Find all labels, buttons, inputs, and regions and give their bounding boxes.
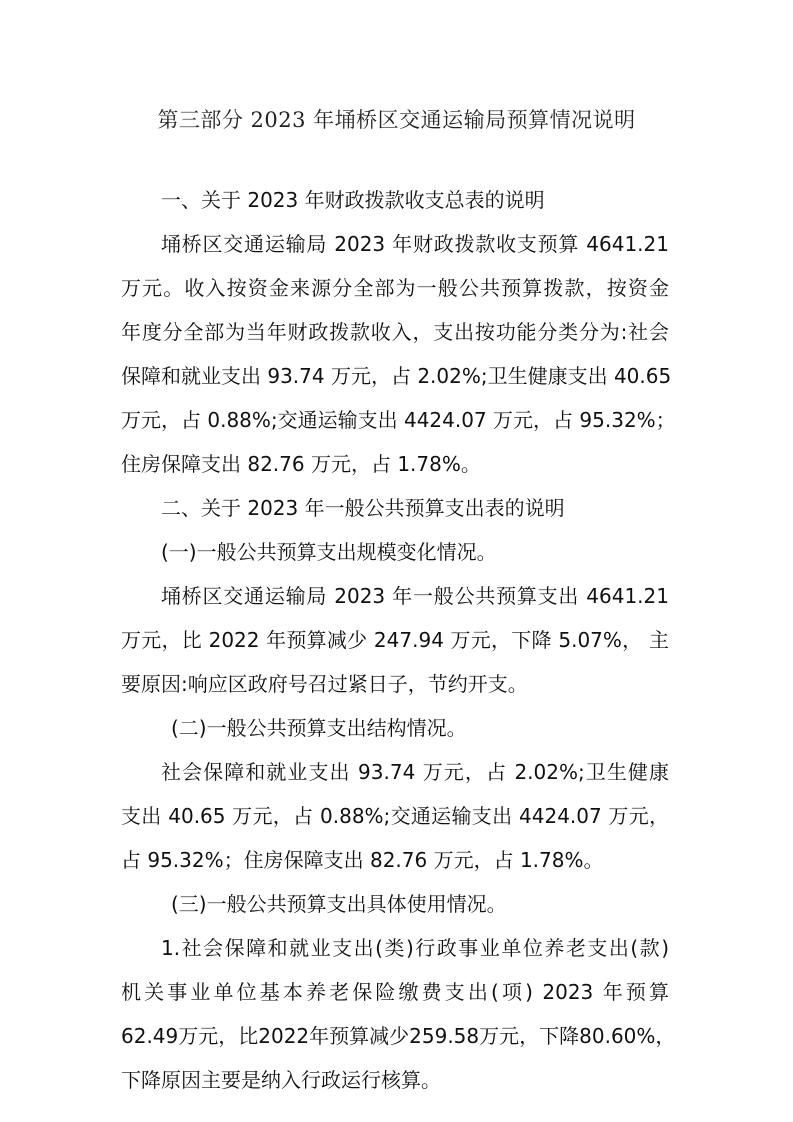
section1-line-6: 住房保障支出 82.76 万元，占 1.78%。 [121,452,481,476]
sub2-line-1: 社会保障和就业支出 93.74 万元，占 2.02%;卫生健康 [161,760,669,784]
sub2-heading: (二)一般公共预算支出结构情况。 [171,716,467,740]
document-title: 第三部分 2023 年埇桥区交通运输局预算情况说明 [157,108,636,132]
section1-heading: 一、关于 2023 年财政拨款收支总表的说明 [161,188,545,212]
sub2-line-2: 支出 40.65 万元，占 0.88%;交通运输支出 4424.07 万元， [121,804,669,828]
section2-heading: 二、关于 2023 年一般公共预算支出表的说明 [161,496,565,520]
sub3-heading: (三)一般公共预算支出具体使用情况。 [171,892,507,916]
sub2-line-3: 占 95.32%；住房保障支出 82.76 万元，占 1.78%。 [121,848,604,872]
sub3-line-3: 62.49万元，比2022年预算减少259.58万元，下降80.60%， [121,1024,676,1048]
sub1-line-1: 埇桥区交通运输局 2023 年一般公共预算支出 4641.21 [161,584,669,608]
sub3-line-2: 机关事业单位基本养老保险缴费支出(项) 2023 年预算 [121,980,669,1004]
sub1-line-3: 要原因:响应区政府号召过紧日子，节约开支。 [121,672,528,696]
sub3-line-1: 1.社会保障和就业支出(类)行政事业单位养老支出(款) [161,936,669,960]
section1-line-2: 万元。收入按资金来源分全部为一般公共预算拨款，按资金 [121,276,669,300]
section1-line-3: 年度分全部为当年财政拨款收入，支出按功能分类分为:社会 [121,320,669,344]
sub1-heading: (一)一般公共预算支出规模变化情况。 [161,540,497,564]
sub1-line-2: 万元，比 2022 年预算减少 247.94 万元，下降 5.07%， 主 [121,628,669,652]
section1-line-5: 万元，占 0.88%;交通运输支出 4424.07 万元，占 95.32%； [121,408,676,432]
section1-line-1: 埇桥区交通运输局 2023 年财政拨款收支预算 4641.21 [161,232,669,256]
sub3-line-4: 下降原因主要是纳入行政运行核算。 [121,1068,441,1092]
section1-line-4: 保障和就业支出 93.74 万元，占 2.02%;卫生健康支出 40.65 [121,364,672,388]
